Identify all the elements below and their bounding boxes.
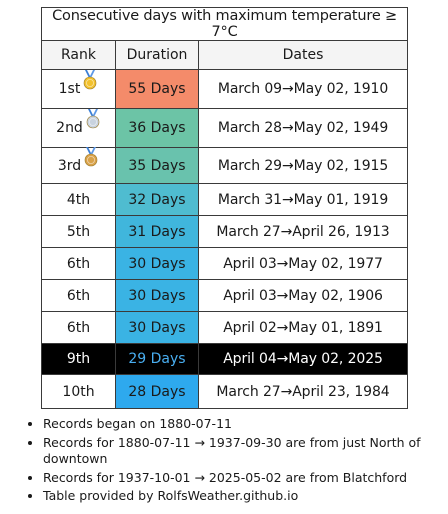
gold-medal-icon	[82, 70, 98, 94]
rank-cell	[42, 375, 116, 409]
table-row	[42, 344, 408, 375]
rank-cell	[42, 312, 116, 344]
table-row	[42, 70, 408, 109]
rank-cell	[42, 344, 116, 375]
rank-label: 2nd	[56, 120, 83, 136]
rank-cell	[42, 184, 116, 216]
dates-cell: April 03→May 02, 1977	[199, 248, 408, 280]
dates-cell: March 31→May 01, 1919	[199, 184, 408, 216]
duration-cell: 55 Days	[116, 70, 199, 109]
rank-label: 10th	[62, 383, 95, 400]
duration-cell: 30 Days	[116, 312, 199, 344]
table-body	[42, 70, 408, 409]
rank-cell	[42, 280, 116, 312]
duration-cell: 30 Days	[116, 280, 199, 312]
table-row	[42, 248, 408, 280]
rank-label: 3rd	[57, 157, 82, 174]
table-row	[42, 312, 408, 344]
dates-cell: March 09→May 02, 1910	[199, 70, 408, 109]
rank-cell	[42, 216, 116, 248]
silver-medal-icon	[85, 109, 101, 133]
rank-label: 1st	[58, 81, 81, 97]
dates-cell: March 27→April 23, 1984	[199, 375, 408, 409]
bronze-medal-icon	[83, 147, 99, 171]
duration-cell: 31 Days	[116, 216, 199, 248]
column-header-duration: Duration	[116, 41, 199, 70]
rank-label: 5th	[66, 223, 91, 240]
table-row	[42, 109, 408, 148]
table-row	[42, 184, 408, 216]
note-item: • Records for 1937-10-01 → 2025-05-02 are from Blatchford	[43, 470, 443, 487]
table-row	[42, 216, 408, 248]
note-item: • Table provided by RolfsWeather.github.io	[43, 488, 443, 505]
dates-cell: April 04→May 02, 2025	[199, 344, 408, 375]
duration-cell: 36 Days	[116, 109, 199, 148]
table-row	[42, 375, 408, 409]
duration-cell: 28 Days	[116, 375, 199, 409]
duration-cell: 35 Days	[116, 148, 199, 184]
rank-label: 4th	[66, 191, 91, 208]
duration-cell: 30 Days	[116, 248, 199, 280]
duration-cell: 32 Days	[116, 184, 199, 216]
rank-cell	[42, 109, 116, 148]
dates-cell: March 29→May 02, 1915	[199, 148, 408, 184]
column-header-rank: Rank	[42, 41, 116, 70]
rank-label: 9th	[66, 351, 91, 367]
rank-label: 6th	[66, 287, 91, 304]
column-header-dates: Dates	[199, 41, 408, 70]
table-row	[42, 280, 408, 312]
note-item: • Records for 1880-07-11 → 1937-09-30 are from just North of downtown	[43, 435, 443, 468]
rank-label: 6th	[66, 319, 91, 336]
note-item: • Records began on 1880-07-11	[43, 416, 443, 433]
rank-label: 6th	[66, 255, 91, 272]
records-table	[41, 7, 408, 409]
rank-cell	[42, 248, 116, 280]
dates-cell: April 02→May 01, 1891	[199, 312, 408, 344]
table-title: Consecutive days with maximum temperature ≥ 7°C	[42, 8, 408, 41]
duration-cell: 29 Days	[116, 344, 199, 375]
table-row	[42, 148, 408, 184]
rank-cell	[42, 70, 116, 109]
dates-cell: March 27→April 26, 1913	[199, 216, 408, 248]
rank-cell	[42, 148, 116, 184]
notes-list	[23, 416, 443, 507]
dates-cell: March 28→May 02, 1949	[199, 109, 408, 148]
dates-cell: April 03→May 02, 1906	[199, 280, 408, 312]
